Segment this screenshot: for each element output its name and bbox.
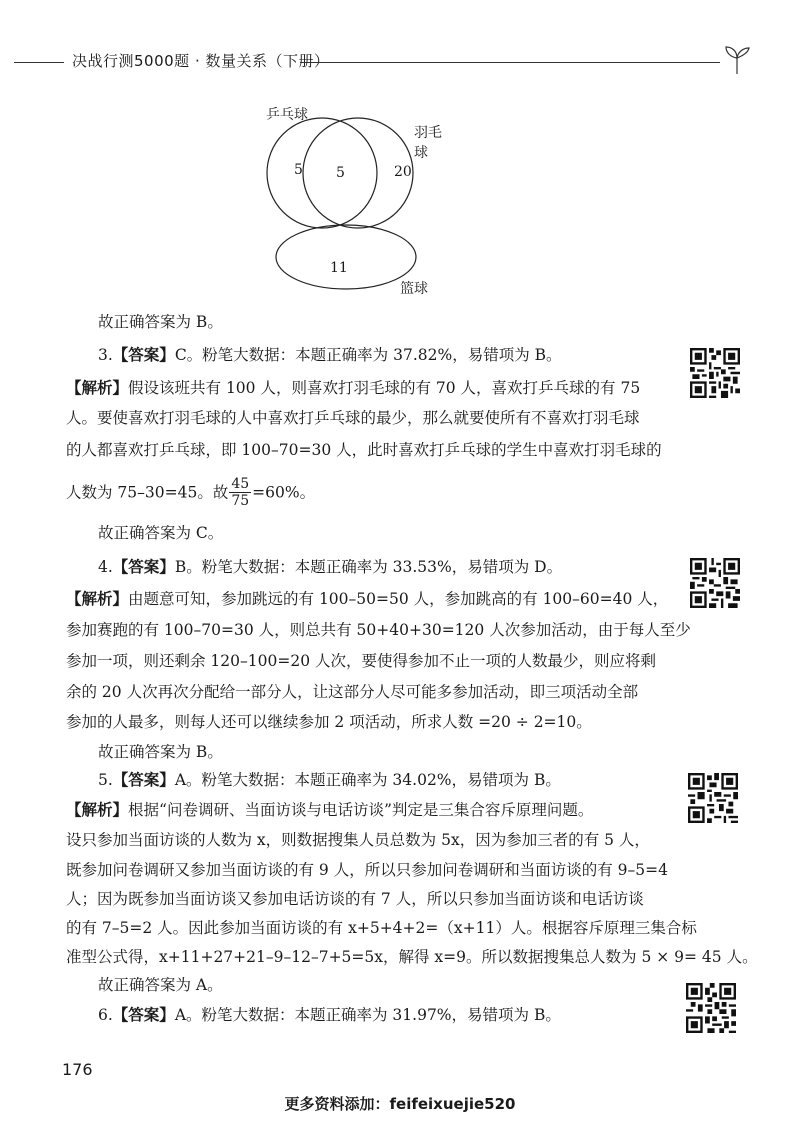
qr-code-icon[interactable] <box>690 558 740 608</box>
sprout-icon <box>722 42 752 76</box>
qr-code-icon[interactable] <box>688 773 738 823</box>
analysis-line <box>66 589 668 609</box>
formula-line: 人数为 75–30=45。故 $\frac{45}{75}$ =60%。 <box>66 476 316 509</box>
question-number: 4. <box>98 558 113 576</box>
venn-label-pingpong: 乒乓球 <box>266 107 308 123</box>
answer-heading-3 <box>98 345 562 365</box>
running-header-title: 决战行测5000题 · 数量关系（下册） <box>72 52 330 70</box>
answer-tag: 【答案】 <box>112 771 175 789</box>
answer-heading-4 <box>98 557 562 577</box>
pingpong-circle <box>267 118 377 228</box>
text-line: 的人都喜欢打乒乓球，即 100–70=30 人，此时喜欢打乒乓球的学生中喜欢打羽毛球的 <box>66 441 662 459</box>
text-line: 设只参加当面访谈的人数为 x，则数据搜集人员总数为 5x，因为参加三者的有 5 人， <box>66 831 650 849</box>
venn-label-basketball: 篮球 <box>400 281 428 297</box>
page-number: 176 <box>62 1060 93 1079</box>
answer-tag: 【答案】 <box>112 346 175 364</box>
text-line: 人；因为既参加当面访谈又参加电话访谈的有 7 人，所以只参加当面访谈和电话访谈 <box>66 890 644 908</box>
qr-code-icon[interactable] <box>686 983 736 1033</box>
venn-diagram <box>258 102 448 302</box>
answer-heading-6 <box>98 1005 561 1025</box>
text-line: 参加的人最多，则每人还可以继续参加 2 项活动，所求人数 =20 ÷ 2=10。 <box>66 713 592 731</box>
answer-heading-5 <box>98 770 561 790</box>
text-line: 参加赛跑的有 100–70=30 人，则总共有 50+40+30=120 人次参加活动，由于每人至少 <box>66 621 691 639</box>
text-line: 既参加问卷调研又参加当面访谈的有 9 人，所以只参加问卷调研和当面访谈的有 9–5=4 <box>66 861 668 879</box>
analysis-tag: 【解析】 <box>66 801 129 819</box>
analysis-text: 假设该班共有 100 人，则喜欢打羽毛球的有 70 人，喜欢打乒乓球的有 75 <box>128 379 641 397</box>
question-number: 6. <box>98 1006 113 1024</box>
venn-value-badminton-only: 20 <box>394 164 412 180</box>
answer-text: B。粉笔大数据：本题正确率为 33.53%，易错项为 D。 <box>174 558 563 576</box>
answer-tag: 【答案】 <box>112 558 175 576</box>
basketball-ellipse <box>276 225 416 289</box>
qr-code-icon[interactable] <box>690 348 740 398</box>
footer-note: 更多资料添加：feifeixuejie520 <box>284 1095 516 1113</box>
answer-tag: 【答案】 <box>112 1006 175 1024</box>
analysis-line <box>66 800 593 820</box>
venn-value-overlap: 5 <box>336 165 345 181</box>
text-line: 的有 7–5=2 人。因此参加当面访谈的有 x+5+4+2=（x+11）人。根据容斥原理三集合标 <box>66 919 697 937</box>
venn-label-badminton: 羽毛球 <box>414 125 442 161</box>
analysis-tag: 【解析】 <box>66 590 129 608</box>
header-rule-left <box>14 62 64 63</box>
question-number: 3. <box>98 346 113 364</box>
question-number: 5. <box>98 771 113 789</box>
text-line: 余的 20 人次再次分配给一部分人，让这部分人尽可能多参加活动，即三项活动全部 <box>66 683 639 701</box>
answer-line: 故正确答案为 C。 <box>98 524 224 542</box>
answer-line: 故正确答案为 A。 <box>98 976 223 994</box>
venn-value-basketball: 11 <box>330 260 348 276</box>
analysis-text: 根据“问卷调研、当面访谈与电话访谈”判定是三集合容斥原理问题。 <box>128 801 594 819</box>
analysis-text: 由题意可知，参加跳远的有 100–50=50 人，参加跳高的有 100–60=40 人， <box>128 590 669 608</box>
answer-line: 故正确答案为 B。 <box>98 313 223 331</box>
text-line: 参加一项，则还剩余 120–100=20 人次，要使得参加不止一项的人数最少，则应将剩 <box>66 652 656 670</box>
analysis-line <box>66 378 640 398</box>
answer-text: A。粉笔大数据：本题正确率为 31.97%，易错项为 B。 <box>174 1006 561 1024</box>
analysis-tag: 【解析】 <box>66 379 129 397</box>
venn-value-pingpong-only: 5 <box>294 162 303 178</box>
header-rule-right <box>300 62 720 63</box>
text-line: 准型公式得，x+11+27+21–9–12–7+5=5x，解得 x=9。所以数据搜集总人数为 5 × 9= 45 人。 <box>66 948 758 966</box>
answer-text: C。粉笔大数据：本题正确率为 37.82%，易错项为 B。 <box>174 346 562 364</box>
answer-text: A。粉笔大数据：本题正确率为 34.02%，易错项为 B。 <box>174 771 561 789</box>
text-line: 人。要使喜欢打羽毛球的人中喜欢打乒乓球的最少，那么就要使所有不喜欢打羽毛球 <box>66 409 640 427</box>
fraction: $\frac{45}{75}$ <box>231 476 250 509</box>
answer-line: 故正确答案为 B。 <box>98 743 223 761</box>
